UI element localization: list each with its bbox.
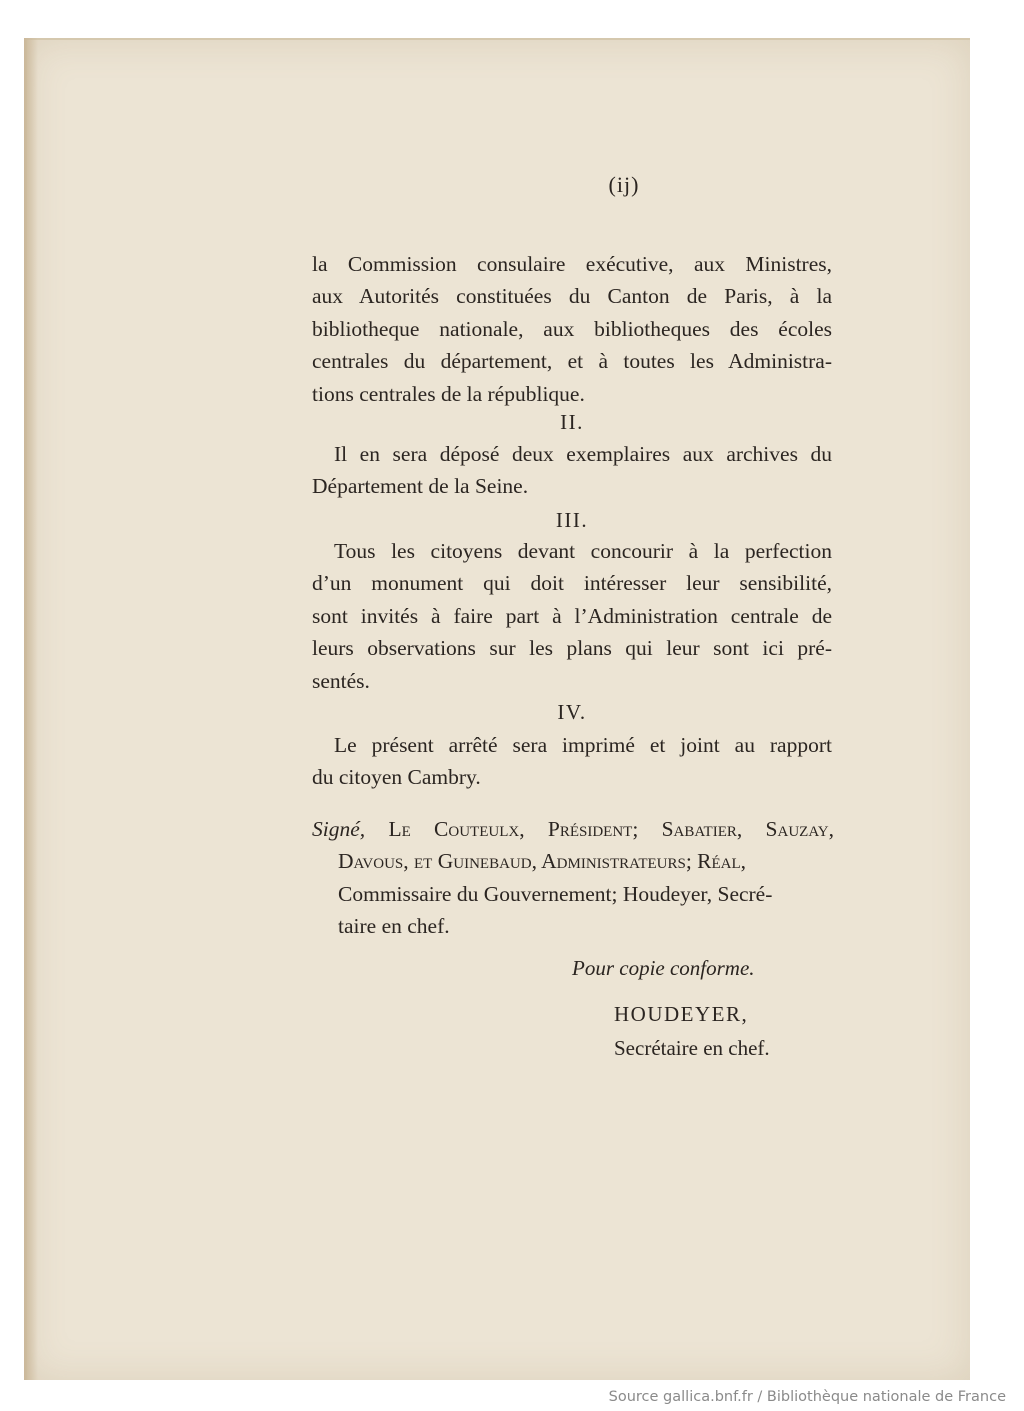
closing-name: HOUDEYER, bbox=[614, 1002, 749, 1026]
article-heading-2: II. bbox=[560, 410, 584, 434]
signatories: Le Couteulx, Président; Sabatier, Sauzay, bbox=[388, 817, 834, 841]
signature-block bbox=[312, 813, 834, 943]
closing-title: Secrétaire en chef. bbox=[614, 1036, 770, 1060]
paragraph-3 bbox=[312, 535, 832, 697]
paragraph-2 bbox=[312, 438, 832, 503]
paragraph-line: bibliotheque nationale, aux bibliotheques des écoles bbox=[312, 316, 832, 341]
paragraph-line: sont invités à faire part à l’Administration centrale de bbox=[312, 603, 832, 628]
page-edge-shadow bbox=[24, 38, 38, 1380]
paragraph-line: du citoyen Cambry. bbox=[312, 765, 481, 790]
copy-note: Pour copie conforme. bbox=[572, 956, 755, 980]
signature-line-4: taire en chef. bbox=[338, 914, 450, 939]
paragraph-line: tions centrales de la république. bbox=[312, 381, 585, 406]
source-footer: Source gallica.bnf.fr / Bibliothèque nationale de France bbox=[608, 1389, 1006, 1405]
paragraph-line: Département de la Seine. bbox=[312, 474, 529, 499]
article-heading-4: IV. bbox=[557, 700, 587, 724]
signature-line-1 bbox=[312, 813, 834, 845]
paragraph-line: la Commission consulaire exécutive, aux Ministres, bbox=[312, 252, 832, 276]
paragraph-line: Le présent arrêté sera imprimé et joint au rapport bbox=[334, 733, 832, 757]
paragraph-1 bbox=[312, 248, 832, 410]
paragraph-line: Tous les citoyens devant concourir à la perfection bbox=[334, 539, 832, 563]
signature-line-3: Commissaire du Gouvernement; Houdeyer, Secré- bbox=[338, 881, 773, 906]
paragraph-line: sentés. bbox=[312, 668, 370, 693]
article-heading-3: III. bbox=[555, 508, 589, 532]
page-number: (ij) bbox=[608, 172, 640, 197]
paragraph-line: aux Autorités constituées du Canton de Paris, à la bbox=[312, 284, 832, 309]
paragraph-line: d’un monument qui doit intéresser leur sensibilité, bbox=[312, 571, 832, 596]
signe-label: Signé, bbox=[312, 817, 366, 841]
paragraph-line: centrales du département, et à toutes les Administra- bbox=[312, 349, 832, 374]
paragraph-line: Il en sera déposé deux exemplaires aux archives du bbox=[334, 442, 832, 466]
paragraph-line: leurs observations sur les plans qui leur sont ici pré- bbox=[312, 636, 832, 661]
paragraph-4 bbox=[312, 729, 832, 794]
signature-line-2: Davous, et Guinebaud, Administrateurs; Réal, bbox=[338, 849, 747, 874]
